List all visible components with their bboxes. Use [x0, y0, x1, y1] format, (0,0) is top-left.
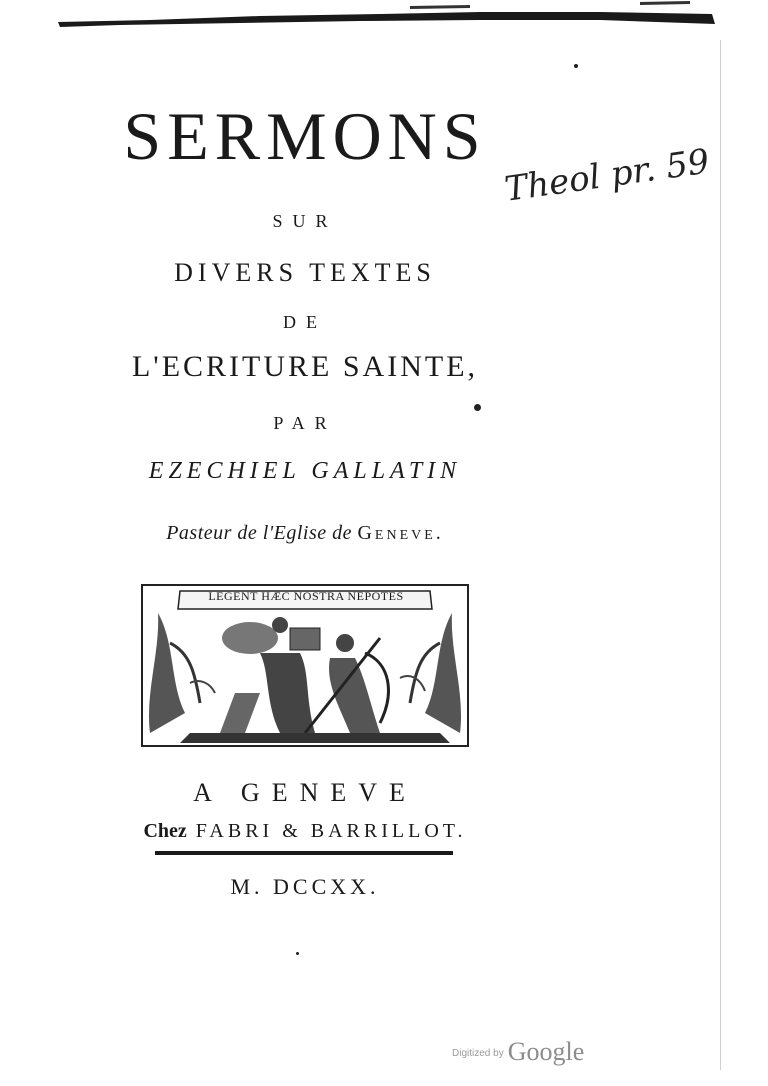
vignette-motto: LEGENT HÆC NOSTRA NEPOTES	[208, 589, 404, 603]
author-role-prefix: Pasteur de l'Eglise de	[166, 522, 352, 544]
title-line-de: DE	[283, 312, 327, 332]
ink-speck	[296, 952, 299, 955]
author-role	[95, 520, 515, 546]
imprint-printer	[75, 818, 535, 844]
title-line-ecriture: L'ECRITURE SAINTE,	[131, 350, 479, 383]
ink-speck	[574, 64, 578, 68]
author-name: EZECHIEL GALLATIN	[148, 458, 462, 484]
printer-names: FABRI & BARRILLOT.	[195, 820, 467, 842]
top-border-rule	[0, 0, 768, 40]
title-line-sur: SUR	[272, 211, 338, 231]
imprint-city: A GENEVE	[193, 778, 417, 807]
watermark-prefix: Digitized by	[452, 1048, 504, 1059]
ink-speck	[474, 404, 481, 411]
imprint-chez: Chez	[143, 820, 187, 842]
page-title: SERMONS	[123, 98, 487, 174]
page-edge	[720, 40, 721, 1070]
imprint-rule	[155, 851, 453, 855]
watermark-brand: Google	[507, 1037, 585, 1066]
title-line-par: PAR	[273, 413, 337, 433]
digitization-watermark	[452, 1037, 584, 1067]
publication-date: M. DCCXX.	[230, 874, 380, 899]
title-line-divers: DIVERS TEXTES	[174, 258, 436, 287]
author-role-city: Geneve.	[357, 522, 444, 544]
handwritten-shelfmark: Theol pr. 59	[502, 141, 712, 210]
printers-vignette	[140, 583, 470, 748]
